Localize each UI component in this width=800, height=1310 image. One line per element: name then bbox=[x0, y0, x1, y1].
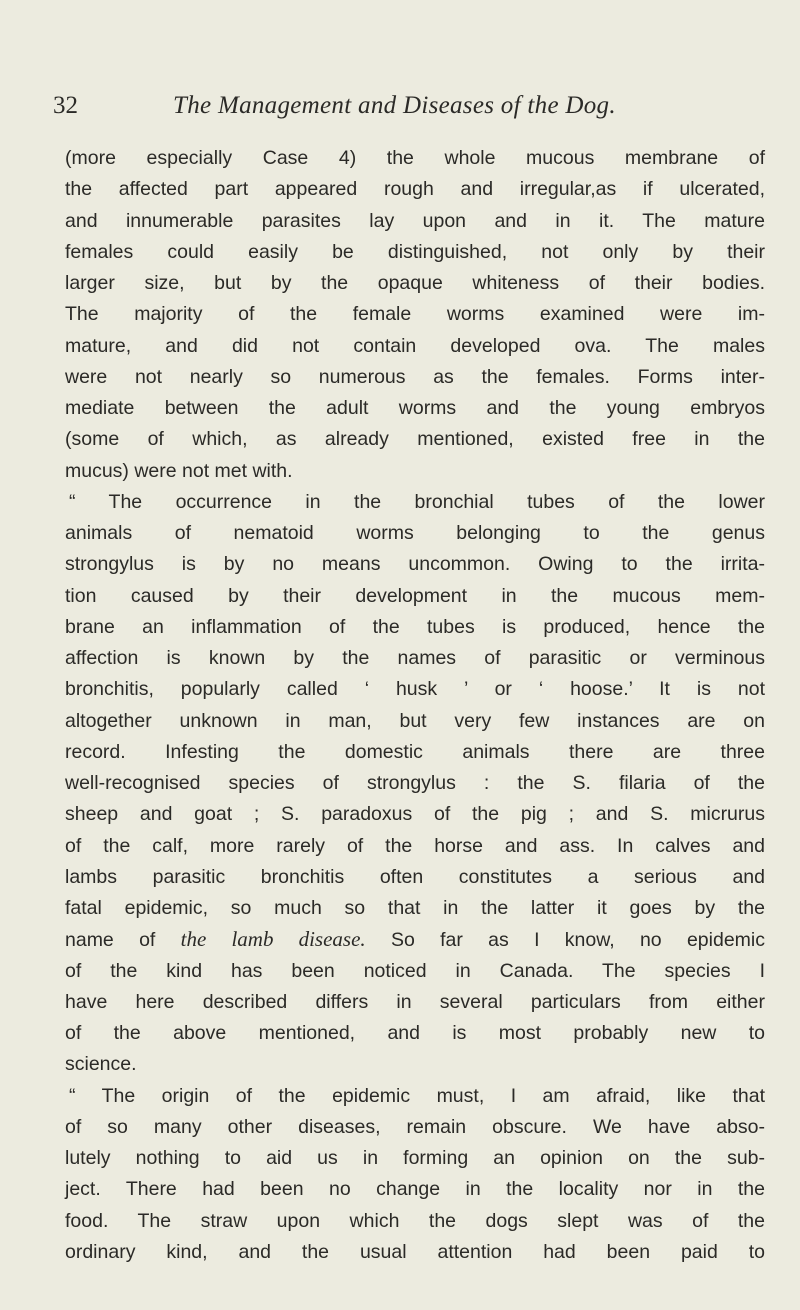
text-line: females could easily be distinguished, not only by their bbox=[65, 240, 765, 263]
text-line: well-recognised species of strongylus : the S. filaria of the bbox=[65, 772, 765, 794]
text-line: record. Infesting the domestic animals there are three bbox=[65, 740, 765, 763]
page-header bbox=[53, 92, 753, 128]
text-line: food. The straw upon which the dogs slept was of the bbox=[65, 1209, 765, 1232]
text-line: larger size, but by the opaque whiteness of their bodies. bbox=[65, 272, 765, 294]
text-line: ject. There had been no change in the locality nor in the bbox=[65, 1178, 765, 1201]
text-line: mucus) were not met with. bbox=[65, 459, 293, 482]
text-line: have here described differs in several particulars from either bbox=[65, 990, 765, 1013]
running-title: The Management and Diseases of the Dog. bbox=[173, 92, 616, 119]
text-line: altogether unknown in man, but very few instances are on bbox=[65, 709, 765, 732]
text-line: “ The origin of the epidemic must, I am afraid, like that bbox=[69, 1084, 765, 1107]
text-line: mature, and did not contain developed ova. The males bbox=[65, 334, 765, 357]
text-line: bronchitis, popularly called ‘ husk ’ or ‘ hoose.’ It is not bbox=[65, 678, 765, 701]
text-line: sheep and goat ; S. paradoxus of the pig ; and S. micrurus bbox=[65, 803, 765, 826]
text-line: The majority of the female worms examined were im- bbox=[65, 303, 765, 326]
text-segment: name of bbox=[65, 929, 181, 952]
text-line: mediate between the adult worms and the young embryos bbox=[65, 397, 765, 419]
text-line: fatal epidemic, so much so that in the latter it goes by the bbox=[65, 897, 765, 919]
text-line: “ The occurrence in the bronchial tubes of the lower bbox=[69, 490, 765, 513]
text-line: strongylus is by no means uncommon. Owing to the irrita- bbox=[65, 553, 765, 576]
text-line: ordinary kind, and the usual attention had been paid to bbox=[65, 1240, 765, 1263]
text-line: tion caused by their development in the mucous mem- bbox=[65, 584, 765, 607]
page-number: 32 bbox=[53, 92, 78, 119]
text-line: of the above mentioned, and is most probably new to bbox=[65, 1022, 765, 1044]
text-line: were not nearly so numerous as the females. Forms inter- bbox=[65, 365, 765, 388]
text-line: (some of which, as already mentioned, existed free in the bbox=[65, 428, 765, 451]
text-line: of the kind has been noticed in Canada. The species I bbox=[65, 959, 765, 982]
text-line: lambs parasitic bronchitis often constitutes a serious and bbox=[65, 865, 765, 888]
italic-phrase: the lamb disease. bbox=[180, 927, 366, 952]
text-line: and innumerable parasites lay upon and in it. The mature bbox=[65, 209, 765, 232]
body-text bbox=[65, 143, 765, 1268]
text-line: (more especially Case 4) the whole mucous membrane of bbox=[65, 147, 765, 169]
text-line: animals of nematoid worms belonging to the genus bbox=[65, 522, 765, 544]
text-line: lutely nothing to aid us in forming an opinion on the sub- bbox=[65, 1147, 765, 1169]
text-line-with-italic bbox=[65, 924, 765, 955]
text-line: of so many other diseases, remain obscure. We have abso- bbox=[65, 1115, 765, 1138]
text-line: the affected part appeared rough and irregular,as if ulcerated, bbox=[65, 178, 765, 201]
text-line: brane an inflammation of the tubes is produced, hence the bbox=[65, 615, 765, 638]
text-line: affection is known by the names of parasitic or verminous bbox=[65, 647, 765, 669]
text-line: science. bbox=[65, 1053, 137, 1076]
text-segment: So far as I know, no epidemic bbox=[365, 929, 765, 952]
text-line: of the calf, more rarely of the horse and ass. In calves and bbox=[65, 834, 765, 857]
